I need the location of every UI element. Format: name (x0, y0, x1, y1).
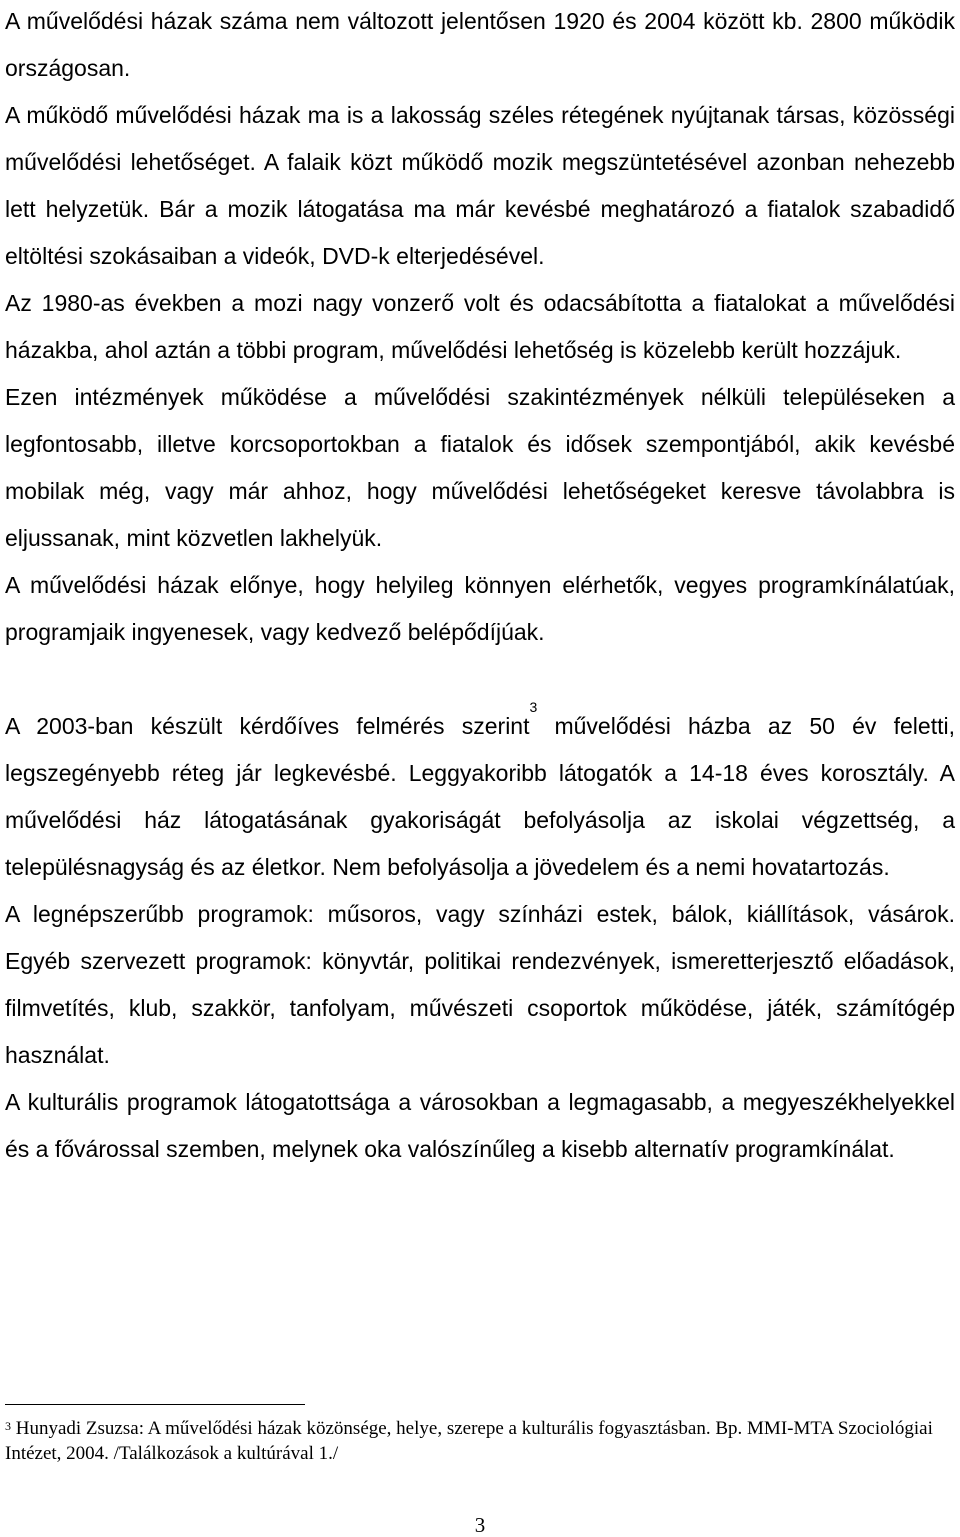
paragraph-2: A működő művelődési házak ma is a lakosság széles rétegének nyújtanak társas, közösségi művelődési lehetőséget. A falaik közt működő mozik megszüntetésével azonban nehezebb lett helyzetük. Bár a mozik látogatása ma már kevésbé meghatározó a fiatalok szabadidő eltöltési szokásaiban a videók, DVD-k elterjedésével. (5, 102, 955, 269)
paragraph-programs: A legnépszerűbb programok: műsoros, vagy színházi estek, bálok, kiállítások, vásárok. Egyéb szervezett programok: könyvtár, politikai rendezvények, ismeretterjesztő előadások, filmvetítés, klub, szakkör, tanfolyam, művészeti csoportok működése, játék, számítógép használat. (5, 901, 955, 1068)
paragraph-3: Az 1980-as években a mozi nagy vonzerő volt és odacsábította a fiatalokat a művelődési házakba, ahol aztán a többi program, művelődési lehetőség is közelebb került hozzájuk. (5, 290, 955, 363)
paragraph-cultural: A kulturális programok látogatottsága a városokban a legmagasabb, a megyeszékhelyekkel és a fővárossal szemben, melynek oka valószínűleg a kisebb alternatív programkínálat. (5, 1089, 955, 1162)
footnote (5, 1416, 955, 1466)
survey-text-before-ref: A 2003-ban készült kérdőíves felmérés szerint (5, 713, 530, 739)
footnote-separator (5, 1404, 305, 1405)
page-number: 3 (474, 1513, 486, 1537)
survey-paragraph (5, 699, 955, 891)
paragraph-1: A művelődési házak száma nem változott jelentősen 1920 és 2004 között kb. 2800 működik országosan. (5, 8, 955, 81)
paragraph-gap (5, 656, 955, 703)
footnote-mark: 3 (5, 1419, 11, 1433)
paragraph-4: Ezen intézmények működése a művelődési szakintézmények nélküli településeken a legfontosabb, illetve korcsoportokban a fiatalok és idősek szempontjából, akik kevésbé mobilak még, vagy már ahhoz, hogy művelődési lehetőségeket keresve távolabbra is eljussanak, mint közvetlen lakhelyük. (5, 384, 955, 551)
paragraph-5: A művelődési házak előnye, hogy helyileg könnyen elérhetők, vegyes programkínálatúak, programjaik ingyenesek, vagy kedvező belépődíjúak. (5, 572, 955, 645)
survey-text-after-ref: művelődési házba az 50 év feletti, legszegényebb réteg jár legkevésbé. Leggyakoribb látogatók a 14-18 éves korosztály. A művelődési ház látogatásának gyakoriságát befolyásolja az iskolai végzettség, a településnagyság és az életkor. Nem befolyásolja a jövedelem és a nemi hovatartozás. (5, 713, 955, 880)
document-page (5, 0, 955, 1173)
footnote-text: Hunyadi Zsuzsa: A művelődési házak közönsége, helye, szerepe a kulturális fogyasztásban. Bp. MMI-MTA Szociológiai Intézet, 2004. /Találkozások a kultúrával 1./ (5, 1418, 933, 1464)
footnote-reference[interactable]: 3 (529, 699, 538, 715)
